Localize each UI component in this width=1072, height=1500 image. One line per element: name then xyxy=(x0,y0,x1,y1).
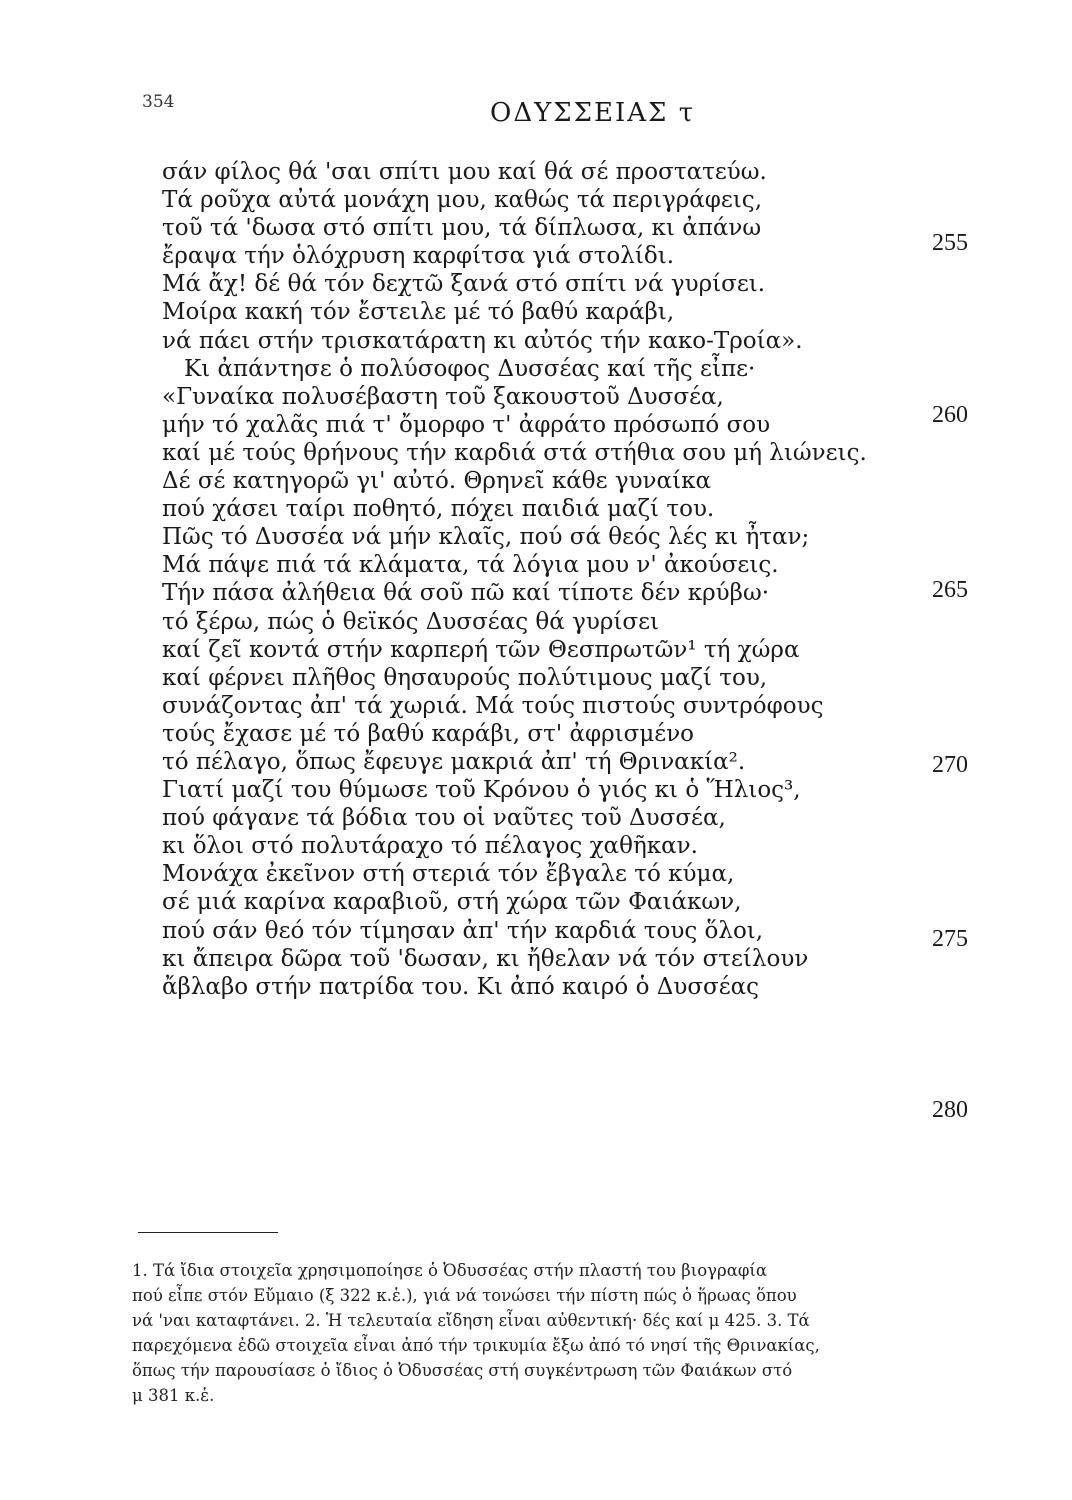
footnote-divider xyxy=(138,1232,278,1233)
footnote-line: παρεχόμενα ἐδῶ στοιχεῖα εἶναι ἀπό τήν τρικυμία ἔξω ἀπό τό νησί τῆς Θρινακίας, xyxy=(132,1336,820,1355)
verse-line: σέ μιά καρίνα καραβιοῦ, στή χώρα τῶν Φαιάκων, xyxy=(162,889,742,916)
verse-line: Δέ σέ κατηγορῶ γι' αὐτό. Θρηνεῖ κάθε γυναίκα xyxy=(162,468,711,495)
line-number: 255 xyxy=(932,230,968,256)
verse-block xyxy=(162,158,867,1001)
footnote-line: πού εἶπε στόν Εὔμαιο (ξ 322 κ.ἑ.), γιά νά τονώσει τήν πίστη πώς ὁ ἥρωας ὅπου xyxy=(132,1286,797,1305)
verse-line: Τά ροῦχα αὐτά μονάχη μου, καθώς τά περιγράφεις, xyxy=(162,187,762,214)
footnote-line: νά 'ναι καταφτάνει. 2. Ἡ τελευταία εἴδηση εἶναι αὐθεντική· δές καί μ 425. 3. Τά xyxy=(132,1311,810,1330)
line-number: 280 xyxy=(932,1097,968,1123)
verse-line: νά πάει στήν τρισκατάρατη κι αὐτός τήν κακο-Τροία». xyxy=(162,327,803,354)
verse-line: μήν τό χαλᾶς πιά τ' ὄμορφο τ' ἀφράτο πρόσωπό σου xyxy=(162,411,771,438)
verse-line: Κι ἀπάντησε ὁ πολύσοφος Δυσσέας καί τῆς εἶπε· xyxy=(184,355,756,382)
line-number: 275 xyxy=(932,926,968,952)
footnotes xyxy=(132,1258,972,1408)
verse-line: τό πέλαγο, ὅπως ἔφευγε μακριά ἀπ' τή Θρινακία². xyxy=(162,748,746,775)
verse-line: τό ξέρω, πώς ὁ θεϊκός Δυσσέας θά γυρίσει xyxy=(162,608,660,635)
footnote-line: μ 381 κ.ἑ. xyxy=(132,1386,215,1405)
verse-line: Μά πάψε πιά τά κλάματα, τά λόγια μου ν' ἀκούσεις. xyxy=(162,552,779,579)
verse-line: Μοίρα κακή τόν ἔστειλε μέ τό βαθύ καράβι, xyxy=(162,299,675,326)
verse-line: καί φέρνει πλῆθος θησαυρούς πολύτιμους μαζί του, xyxy=(162,664,768,691)
running-title: ΟΔΥΣΣΕΙΑΣ τ xyxy=(490,98,696,128)
line-number: 270 xyxy=(932,752,968,778)
verse-line: πού χάσει ταίρι ποθητό, πόχει παιδιά μαζί του. xyxy=(162,496,715,523)
verse-line: ἔραψα τήν ὁλόχρυση καρφίτσα γιά στολίδι. xyxy=(162,243,675,270)
verse-line: καί ζεῖ κοντά στήν καρπερή τῶν Θεσπρωτῶν¹ τή χώρα xyxy=(162,636,800,663)
verse-line: «Γυναίκα πολυσέβαστη τοῦ ξακουστοῦ Δυσσέα, xyxy=(162,383,724,410)
footnote-line: ὅπως τήν παρουσίασε ὁ ἴδιος ὁ Ὀδυσσέας στή συγκέντρωση τῶν Φαιάκων στό xyxy=(132,1361,793,1380)
verse-line: Τήν πάσα ἀλήθεια θά σοῦ πῶ καί τίποτε δέν κρύβω· xyxy=(162,580,770,607)
verse-line: κι ὅλοι στό πολυτάραχο τό πέλαγος χαθῆκαν. xyxy=(162,833,698,860)
verse-line: πού φάγανε τά βόδια του οἱ ναῦτες τοῦ Δυσσέα, xyxy=(162,805,726,832)
verse-line: καί μέ τούς θρήνους τήν καρδιά στά στήθια σου μή λιώνεις. xyxy=(162,439,867,466)
verse-line: Γιατί μαζί του θύμωσε τοῦ Κρόνου ὁ γιός κι ὁ Ἥλιος³, xyxy=(162,777,801,804)
verse-line: τοῦ τά 'δωσα στό σπίτι μου, τά δίπλωσα, κι ἀπάνω xyxy=(162,215,762,242)
line-number: 260 xyxy=(932,402,968,428)
verse-line: συνάζοντας ἀπ' τά χωριά. Μά τούς πιστούς συντρόφους xyxy=(162,692,824,719)
verse-line: πού σάν θεό τόν τίμησαν ἀπ' τήν καρδιά τους ὅλοι, xyxy=(162,917,764,944)
line-number: 265 xyxy=(932,577,968,603)
verse-line: Πῶς τό Δυσσέα νά μήν κλαῖς, πού σά θεός λές κι ἦταν; xyxy=(162,524,810,551)
verse-line: σάν φίλος θά 'σαι σπίτι μου καί θά σέ προστατεύω. xyxy=(162,159,767,185)
footnote-line: 1. Τά ἴδια στοιχεῖα χρησιμοποίησε ὁ Ὀδυσσέας στήν πλαστή του βιογραφία xyxy=(132,1261,768,1280)
verse-line: ἄβλαβο στήν πατρίδα του. Κι ἀπό καιρό ὁ Δυσσέας xyxy=(162,973,760,1000)
page-number: 354 xyxy=(142,92,175,112)
verse-line: Μονάχα ἐκεῖνον στή στεριά τόν ἔβγαλε τό κύμα, xyxy=(162,861,735,888)
verse-line: Μά ἄχ! δέ θά τόν δεχτῶ ξανά στό σπίτι νά γυρίσει. xyxy=(162,271,766,298)
verse-line: τούς ἔχασε μέ τό βαθύ καράβι, στ' ἀφρισμένο xyxy=(162,720,695,747)
verse-line: κι ἄπειρα δῶρα τοῦ 'δωσαν, κι ἤθελαν νά τόν στείλουν xyxy=(162,945,809,972)
